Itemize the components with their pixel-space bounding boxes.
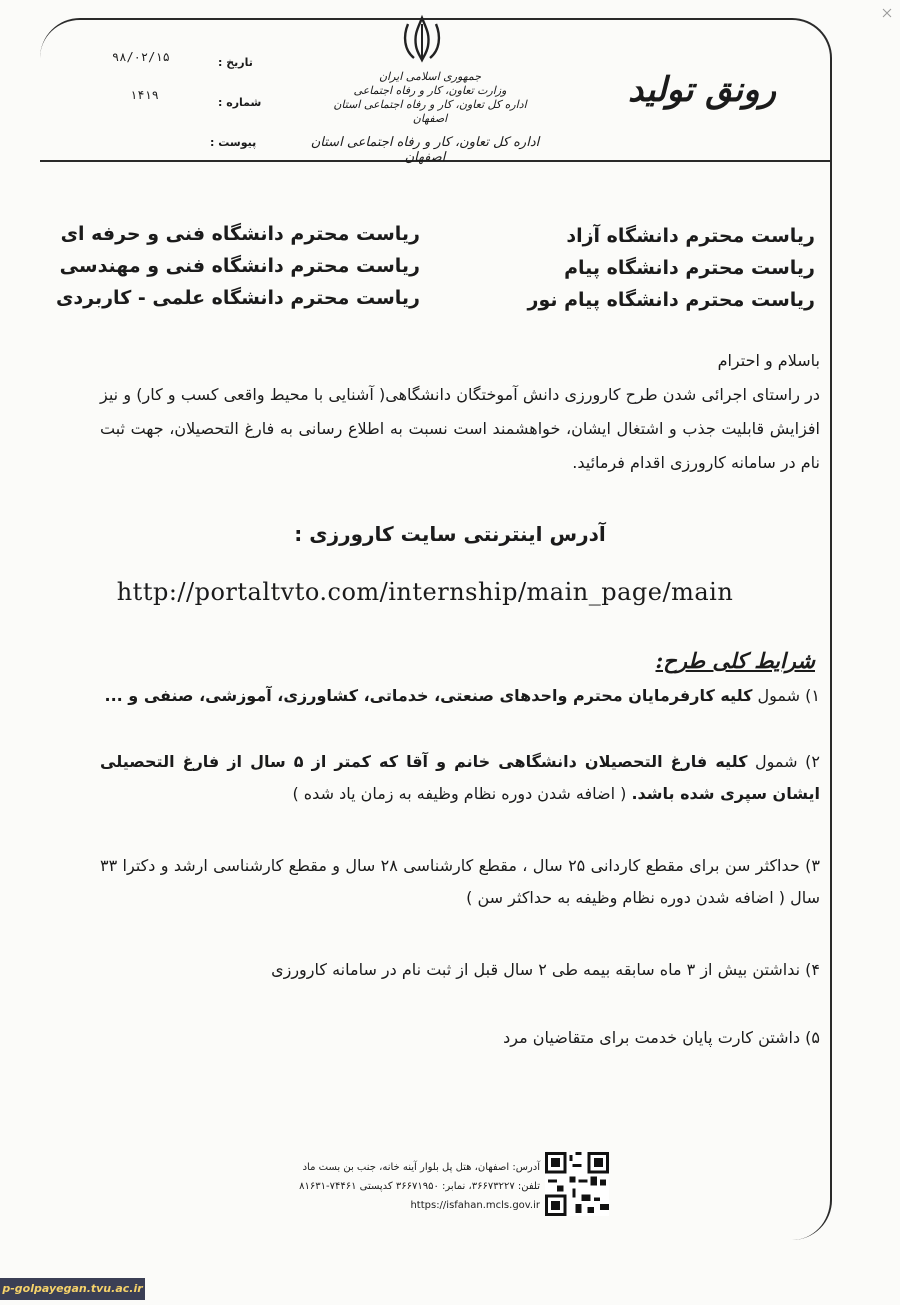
condition-number: ۱) — [805, 686, 820, 705]
condition-text: داشتن کارت پایان خدمت برای متقاضیان مرد — [503, 1028, 801, 1047]
condition-text: نداشتن بیش از ۳ ماه سابقه بیمه طی ۲ سال قبل از ثبت نام در سامانه کارورزی — [271, 960, 801, 979]
conditions-title: شرایط کلی طرح: — [655, 648, 815, 673]
footer-website: https://isfahan.mcls.gov.ir — [410, 1200, 540, 1211]
scan-mark-icon — [882, 8, 892, 18]
addressees-left — [56, 218, 420, 314]
ministry-office-name: اداره کل تعاون، کار و رفاه اجتماعی استان اصفهان — [310, 135, 540, 165]
slogan: رونق تولید — [628, 70, 776, 110]
ministry-heading — [330, 70, 530, 126]
ministry-line-3: اداره کل تعاون، کار و رفاه اجتماعی استان اصفهان — [333, 98, 527, 125]
condition-number: ۳) — [805, 856, 821, 875]
footer-phone: تلفن: ۳۶۶۷۳۲۲۷، نمابر: ۳۶۶۷۱۹۵۰ کدپستی ۷۴۴۶۱-۸۱۶۳۱ — [299, 1181, 540, 1192]
condition-bold-text: کلیه کارفرمایان محترم واحدهای صنعتی، خدماتی، کشاورزی، آموزشی، صنفی و ... — [104, 686, 753, 705]
addressees-right — [528, 220, 816, 316]
condition-item — [100, 680, 820, 712]
date-value: ۹۸/۰۲/۱۵ — [112, 50, 170, 64]
site-badge: p-golpayegan.tvu.ac.ir — [0, 1278, 145, 1300]
condition-number: ۵) — [805, 1028, 820, 1047]
body-paragraph: در راستای اجرائی شدن طرح کارورزی دانش آموختگان دانشگاهی( آشنایی با محیط واقعی کسب و کار) و نیز افزایش قابلیت جذب و اشتغال ایشان، خواهشمند است نسبت به اطلاع رسانی به فارغ التحصیلان، جهت ثبت نام در سامانه کارورزی اقدام فرمائید. — [100, 385, 820, 472]
number-label: شماره : — [218, 96, 262, 109]
condition-item — [100, 954, 820, 986]
addressee: ریاست محترم دانشگاه آزاد — [566, 225, 815, 247]
ministry-line-1: جمهوری اسلامی ایران — [378, 70, 482, 83]
addressee: ریاست محترم دانشگاه علمی - کاربردی — [56, 287, 420, 309]
addressee: ریاست محترم دانشگاه پیام — [564, 257, 815, 279]
addressee: ریاست محترم دانشگاه فنی و حرفه ای — [60, 223, 420, 245]
footer-address: آدرس: اصفهان، هتل پل بلوار آینه خانه، جنب بن بست ماد — [302, 1162, 540, 1173]
qr-code-icon — [545, 1152, 609, 1216]
condition-item — [100, 850, 820, 914]
footer-contact — [240, 1158, 540, 1215]
condition-note: ( اضافه شدن دوره نظام وظیفه به زمان یاد شده ) — [292, 784, 632, 803]
internship-url: http://portaltvto.com/internship/main_page/main — [116, 578, 734, 606]
number-value: ۱۴۱۹ — [130, 88, 159, 102]
addressee: ریاست محترم دانشگاه پیام نور — [527, 289, 815, 311]
condition-item — [100, 1022, 820, 1054]
ministry-line-2: وزارت تعاون، کار و رفاه اجتماعی — [353, 84, 507, 97]
condition-text: حداکثر سن برای مقطع کاردانی ۲۵ سال ، مقطع کارشناسی ۲۸ سال و مقطع کارشناسی ارشد و دکترا ۳۳ سال ( اضافه شدن دوره نظام وظیفه به حداکثر سن ) — [100, 856, 820, 907]
iran-emblem-icon — [400, 14, 444, 66]
condition-number: ۲) — [805, 752, 820, 771]
condition-text: شمول — [752, 686, 801, 705]
date-label: تاریخ : — [218, 56, 253, 69]
condition-item — [100, 746, 820, 810]
attachment-label: پیوست : — [210, 136, 257, 149]
site-title: آدرس اینترنتی سایت کارورزی : — [294, 522, 606, 546]
condition-bold-text: کلیه فارغ التحصیلان دانشگاهی خانم و آقا که کمتر از ۵ سال از فارغ التحصیلی ایشان سپری شده باشد. — [100, 752, 820, 803]
condition-number: ۴) — [805, 960, 820, 979]
condition-text: شمول — [747, 752, 798, 771]
addressee: ریاست محترم دانشگاه فنی و مهندسی — [59, 255, 420, 277]
letter-frame — [40, 18, 832, 1240]
greeting: باسلام و احترام — [717, 351, 820, 370]
